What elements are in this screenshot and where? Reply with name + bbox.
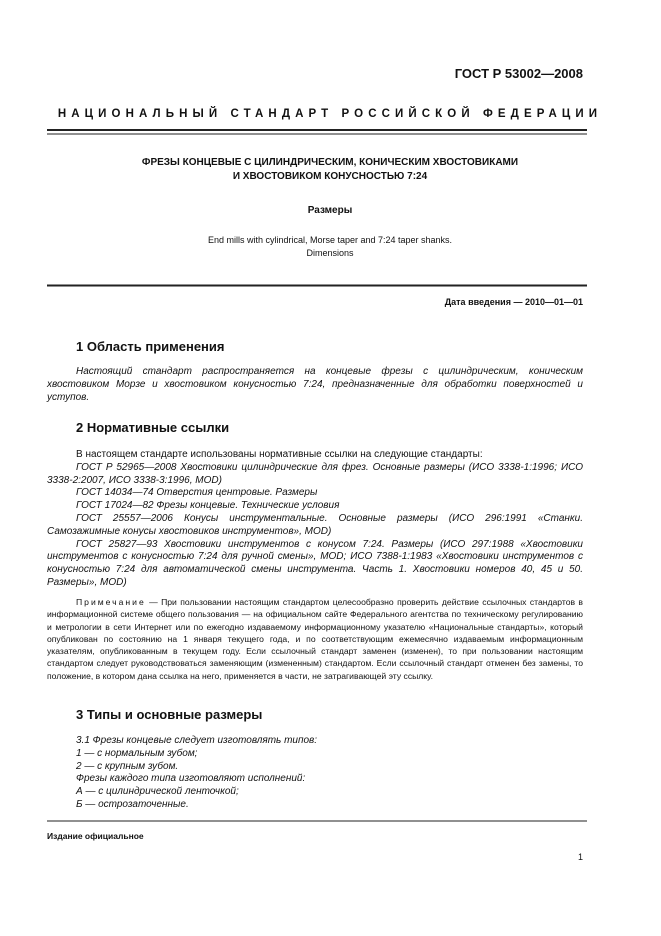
section-1-text: Настоящий стандарт распространяется на концевые фрезы с цилиндрическим, коническим хвостовиком Морзе и хвостовиком конусностью 7:24, предназначенные для обработки поверхностей и уступов. bbox=[47, 366, 583, 403]
types-list bbox=[47, 735, 583, 812]
reference-item: ГОСТ 17024—82 Фрезы концевые. Технические условия bbox=[76, 500, 340, 512]
official-edition-label: Издание официальное bbox=[47, 831, 144, 841]
note-text: — При пользовании настоящим стандартом целесообразно проверить действие ссылочных стандартов в информационной системе общего пользования — на официальном сайте Федерального агентства по техническому регулированию и метрологии в сети Интернет или по ежегодно издаваемому информационному указателю «Национальные стандарты», который опубликован по состоянию на 1 января текущего года, и по соответствующим ежемесячно издаваемым информационным указателям, опубликованным в текущем году. Если ссылочный стандарт заменен (изменен), то при пользовании настоящим стандартом следует руководствоваться заменяющим (измененным) стандартом. Если ссылочный стандарт отменен без замены, то положение, в котором дана ссылка на него, применяется в части, не затрагивающей эту ссылку. bbox=[47, 597, 583, 681]
reference-item: ГОСТ 25827—93 Хвостовики инструментов с конусом 7:24. Размеры (ИСО 297:1988 «Хвостовики инструментов с конусностью 7:24 для ручной смены», MOD; ИСО 7388-1:1983 «Хвостовики инструментов с конусностью 7:24 для автоматической смены инструмента. Часть 1. Хвостовики номеров 40, 45 и 50. Размеры», MOD) bbox=[47, 538, 583, 588]
english-title-line-1: End mills with cylindrical, Morse taper and 7:24 taper shanks. bbox=[207, 235, 453, 245]
section-1-heading: 1 Область применения bbox=[76, 339, 225, 354]
note-label: Примечание bbox=[76, 597, 146, 607]
references-intro: В настоящем стандарте использованы нормативные ссылки на следующие стандарты: bbox=[76, 449, 483, 460]
english-title-line-2: Dimensions bbox=[306, 248, 354, 258]
types-line: 1 — с нормальным зубом; bbox=[76, 747, 198, 759]
header-double-rule bbox=[47, 128, 587, 136]
types-line: Б — острозаточенные. bbox=[76, 798, 189, 810]
title-line-1: ФРЕЗЫ КОНЦЕВЫЕ С ЦИЛИНДРИЧЕСКИМ, КОНИЧЕСКИМ ХВОСТОВИКАМИ bbox=[141, 157, 519, 168]
section-2-heading: 2 Нормативные ссылки bbox=[76, 420, 230, 435]
reference-item: ГОСТ 25557—2006 Конусы инструментальные. Основные размеры (ИСО 296:1991 «Станки. Самозажимные конусы хвостовиков инструментов», MOD) bbox=[47, 512, 583, 537]
national-standard-banner: НАЦИОНАЛЬНЫЙ СТАНДАРТ РОССИЙСКОЙ ФЕДЕРАЦИИ bbox=[57, 108, 603, 120]
types-line: Фрезы каждого типа изготовляют исполнений: bbox=[76, 773, 306, 785]
types-line: А — с цилиндрической ленточкой; bbox=[76, 786, 239, 798]
document-subtitle: Размеры bbox=[307, 205, 353, 216]
types-line: 3.1 Фрезы концевые следует изготовлять типов: bbox=[76, 735, 318, 746]
intro-date: Дата введения — 2010—01—01 bbox=[444, 297, 583, 307]
reference-item: ГОСТ Р 52965—2008 Хвостовики цилиндрические для фрез. Основные размеры (ИСО 3338-1:1996; ИСО 3338-2:2007, ИСО 3338-3:1996, MOD) bbox=[47, 461, 583, 486]
note-paragraph bbox=[47, 596, 583, 682]
english-title bbox=[47, 234, 613, 260]
types-line: 2 — с крупным зубом. bbox=[76, 760, 179, 772]
title-bottom-rule bbox=[47, 284, 587, 287]
footer-rule bbox=[47, 820, 587, 822]
document-number: ГОСТ Р 53002—2008 bbox=[454, 66, 583, 81]
references-block bbox=[47, 449, 583, 590]
reference-item: ГОСТ 14034—74 Отверстия центровые. Размеры bbox=[76, 487, 318, 499]
section-3-heading: 3 Типы и основные размеры bbox=[76, 707, 263, 722]
page-number: 1 bbox=[577, 852, 583, 862]
title-line-2: И ХВОСТОВИКОМ КОНУСНОСТЬЮ 7:24 bbox=[232, 171, 428, 182]
document-title bbox=[47, 156, 613, 184]
